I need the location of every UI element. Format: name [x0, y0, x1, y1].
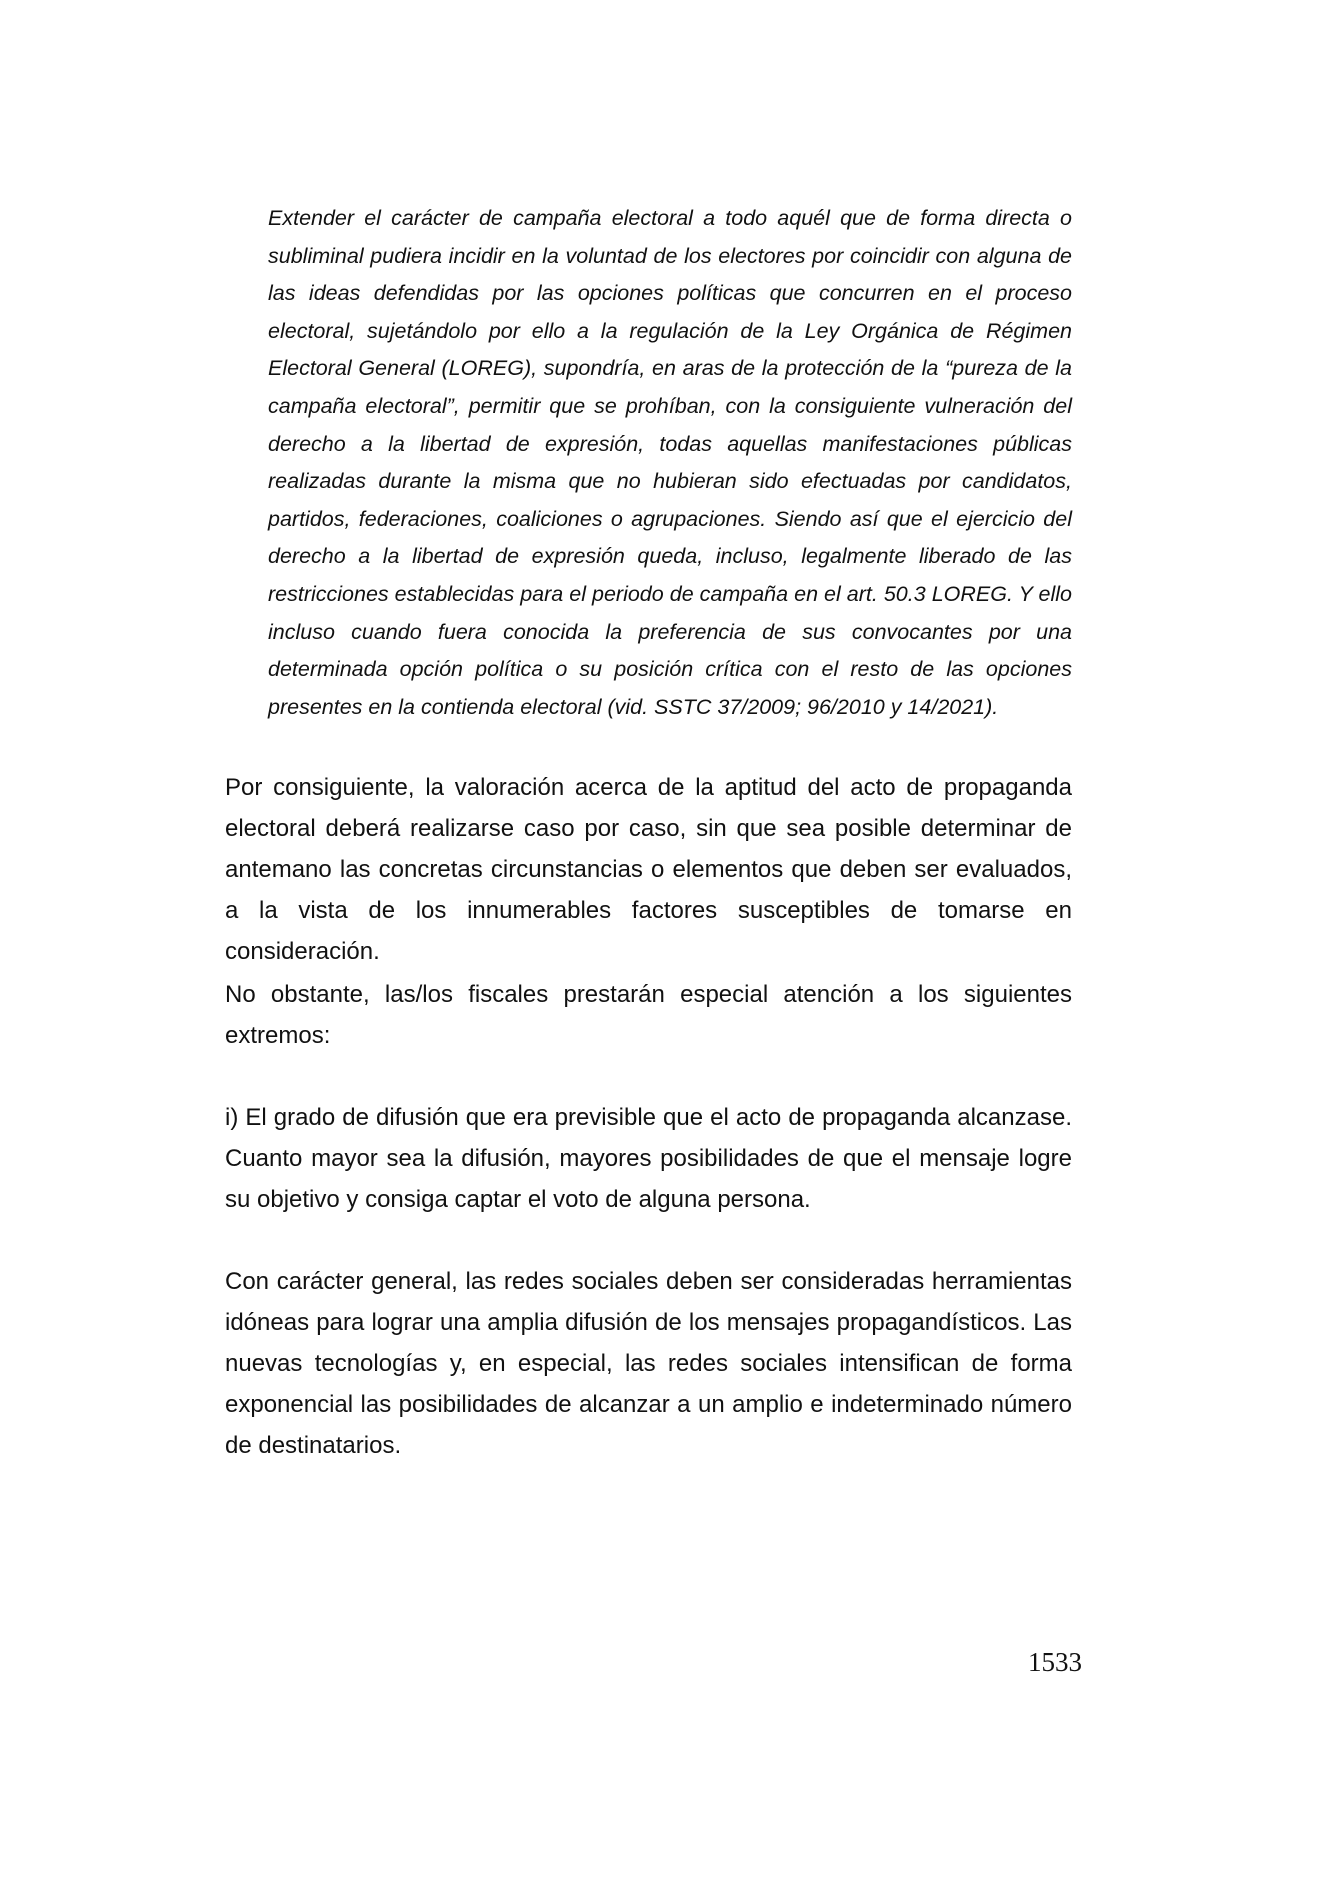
paragraph-diffusion: i) El grado de difusión que era previsible que el acto de propaganda alcanzase. Cuanto mayor sea la difusión, mayores posibilidades de que el mensaje logre su objetivo y consiga captar el voto de alguna persona. [225, 1104, 1072, 1213]
page-number: 1533 [1028, 1647, 1082, 1677]
quoted-text-block: Extender el carácter de campaña electoral a todo aquél que de forma directa o subliminal pudiera incidir en la voluntad de los electores por coincidir con alguna de las ideas defendidas por las opciones políticas que concurren en el proceso electoral, sujetándolo por ello a la regulación de la Ley Orgánica de Régimen Electoral General (LOREG), supondría, en aras de la protección de la “pureza de la campaña electoral”, permitir que se prohíban, con la consiguiente vulneración del derecho a la libertad de expresión, todas aquellas manifestaciones públicas realizadas durante la misma que no hubieran sido efectuadas por candidatos, partidos, federaciones, coaliciones o agrupaciones. Siendo así que el ejercicio del derecho a la libertad de expresión queda, incluso, legalmente liberado de las restricciones establecidas para el periodo de campaña en el art. 50.3 LOREG. Y ello incluso cuando fuera conocida la preferencia de sus convocantes por una determinada opción política o su posición crítica con el resto de las opciones presentes en la contienda electoral (vid. SSTC 37/2009; 96/2010 y 14/2021). [268, 206, 1072, 719]
paragraph-attention: No obstante, las/los fiscales prestarán especial atención a los siguientes extremos: [225, 981, 1072, 1049]
paragraph-assessment: Por consiguiente, la valoración acerca de la aptitud del acto de propaganda electoral deberá realizarse caso por caso, sin que sea posible determinar de antemano las concretas circunstancias o elementos que deben ser evaluados, a la vista de los innumerables factores susceptibles de tomarse en consideración. [225, 774, 1072, 965]
paragraph-social-networks: Con carácter general, las redes sociales deben ser consideradas herramientas idóneas para lograr una amplia difusión de los mensajes propagandísticos. Las nuevas tecnologías y, en especial, las redes sociales intensifican de forma exponencial las posibilidades de alcanzar a un amplio e indeterminado número de destinatarios. [225, 1268, 1072, 1459]
